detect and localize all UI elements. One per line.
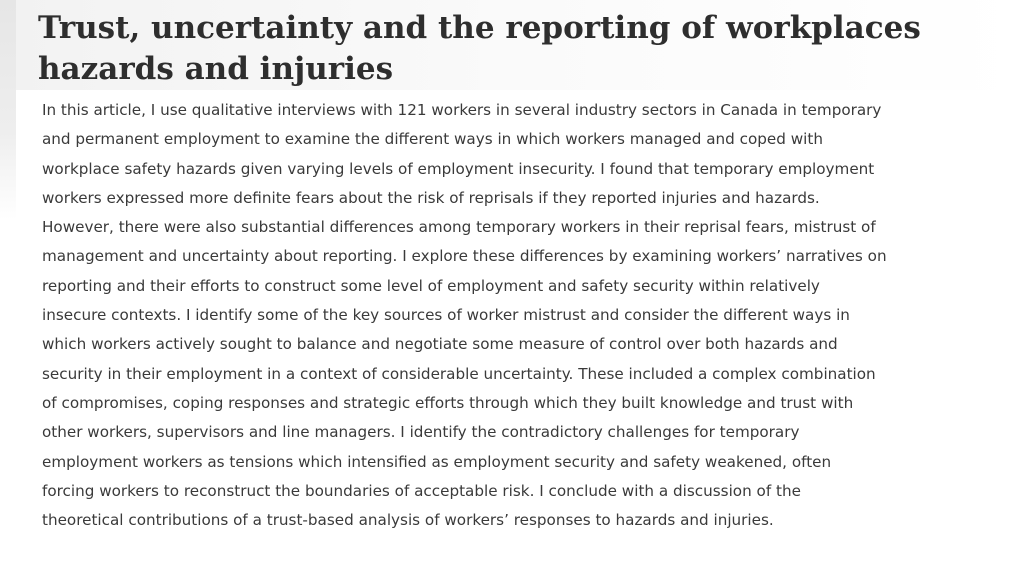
article-abstract: In this article, I use qualitative interviews with 121 workers in several industry sectors in Canada in temporary and permanent employment to examine the different ways in which workers managed and coped with workplace safety hazards given varying levels of employment insecurity. I found that temporary employment workers expressed more definite fears about the risk of reprisals if they reported injuries and hazards. However, there were also substantial differences among temporary workers in their reprisal fears, mistrust of management and uncertainty about reporting. I explore these differences by examining workers’ narratives on reporting and their efforts to construct some level of employment and safety security within relatively insecure contexts. I identify some of the key sources of worker mistrust and consider the different ways in which workers actively sought to balance and negotiate some measure of control over both hazards and security in their employment in a context of considerable uncertainty. These included a complex combination of compromises, coping responses and strategic efforts through which they built knowledge and trust with other workers, supervisors and line managers. I identify the contradictory challenges for temporary employment workers as tensions which intensified as employment security and safety weakened, often forcing workers to reconstruct the boundaries of acceptable risk. I conclude with a discussion of the theoretical contributions of a trust-based analysis of workers’ responses to hazards and injuries. <box>42 101 887 530</box>
article-title: Trust, uncertainty and the reporting of workplaces hazards and injuries <box>38 10 921 87</box>
left-edge-shade <box>0 0 16 220</box>
